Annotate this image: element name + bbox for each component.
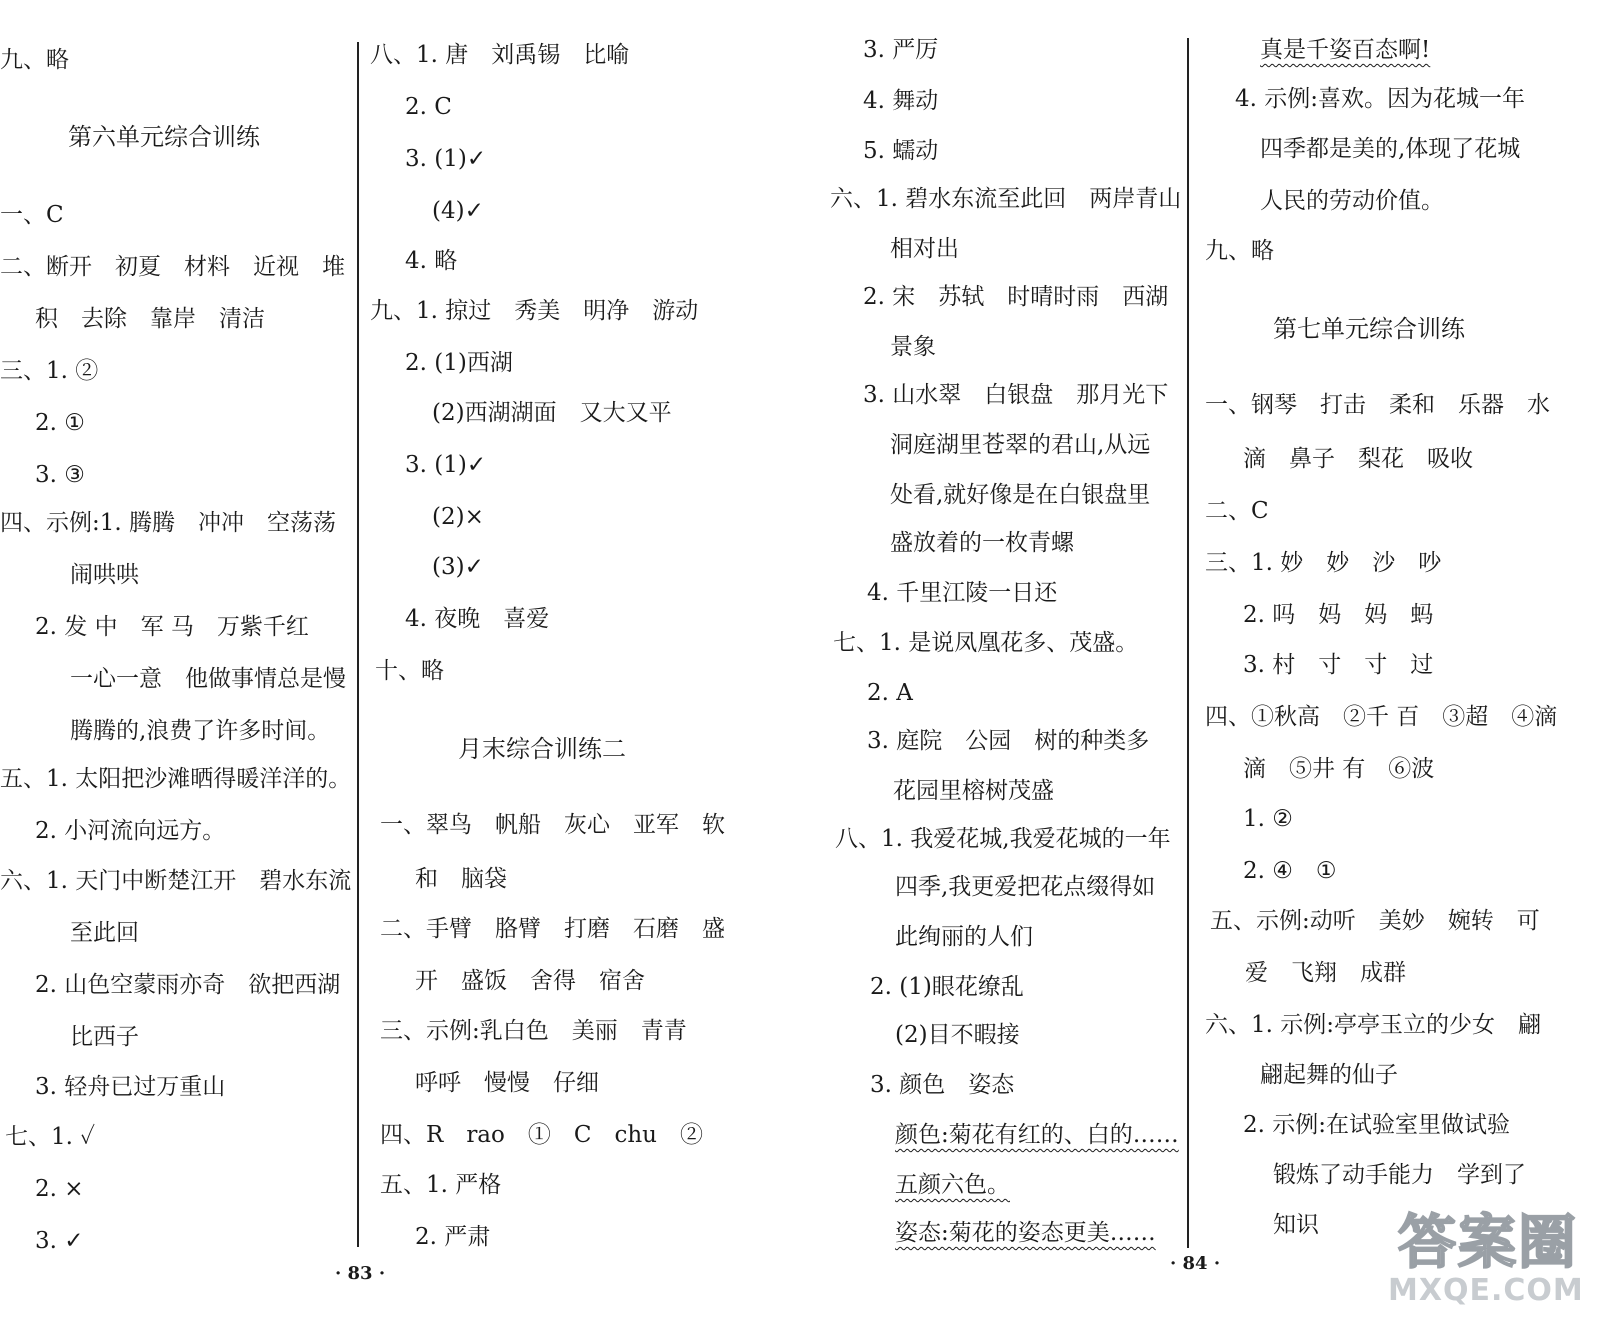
column-divider-right bbox=[1187, 38, 1189, 1248]
answer-line: 开 盛饭 舍得 宿舍 bbox=[415, 968, 645, 994]
answer-line: 4. 略 bbox=[405, 248, 458, 274]
answer-line: 4. 示例:喜欢。因为花城一年 bbox=[1235, 86, 1526, 112]
answer-line: 景象 bbox=[890, 334, 936, 360]
column-divider-left bbox=[357, 42, 359, 1247]
section-heading: 月末综合训练二 bbox=[458, 735, 626, 763]
answer-line: 3. (1)✓ bbox=[405, 146, 487, 172]
answer-line: 2. 小河流向远方。 bbox=[35, 818, 226, 844]
answer-line: 2. 发 中 军 马 万紫千红 bbox=[35, 614, 309, 640]
answer-line: 二、C bbox=[1205, 498, 1269, 524]
answer-line: 五颜六色。 bbox=[895, 1172, 1010, 1198]
answer-line: 二、手臂 胳臂 打磨 石磨 盛 bbox=[380, 916, 725, 942]
answer-line: 2. C bbox=[405, 94, 452, 120]
answer-line: 洞庭湖里苍翠的君山,从远 bbox=[890, 432, 1151, 458]
answer-line: 姿态:菊花的姿态更美…… bbox=[895, 1220, 1156, 1246]
answer-line: 3. ③ bbox=[35, 462, 85, 488]
answer-line: 锻炼了动手能力 学到了 bbox=[1273, 1162, 1526, 1188]
answer-line: 2. 山色空蒙雨亦奇 欲把西湖 bbox=[35, 972, 341, 998]
answer-line: 2. 示例:在试验室里做试验 bbox=[1243, 1112, 1511, 1138]
answer-line: 知识 bbox=[1273, 1212, 1319, 1238]
answer-line: 一心一意 他做事情总是慢 bbox=[70, 666, 346, 692]
watermark-logo bbox=[1388, 1195, 1593, 1325]
page-number-84: · 84 · bbox=[1170, 1253, 1221, 1274]
answer-line: 七、1. ✓ bbox=[5, 1124, 96, 1150]
answer-line: 四季,我更爱把花点缀得如 bbox=[895, 874, 1156, 900]
answer-line: 九、略 bbox=[0, 47, 69, 73]
answer-line: 六、1. 示例:亭亭玉立的少女 翩 bbox=[1205, 1012, 1542, 1038]
answer-line: 3. ✓ bbox=[35, 1228, 84, 1254]
answer-line: 2. A bbox=[867, 680, 913, 706]
answer-line: 呼呼 慢慢 仔细 bbox=[415, 1070, 599, 1096]
answer-line: 3. 轻舟已过万重山 bbox=[35, 1074, 226, 1100]
answer-line: 三、1. 妙 妙 沙 吵 bbox=[1205, 550, 1442, 576]
answer-line: 八、1. 我爱花城,我爱花城的一年 bbox=[835, 826, 1171, 852]
answer-line: 和 脑袋 bbox=[415, 866, 507, 892]
answer-line: 滴 鼻子 梨花 吸收 bbox=[1243, 446, 1473, 472]
answer-line: 2. (1)眼花缭乱 bbox=[870, 974, 1024, 1000]
answer-line: 真是千姿百态啊! bbox=[1260, 37, 1431, 63]
section-heading: 第七单元综合训练 bbox=[1273, 315, 1465, 343]
answer-line: 四季都是美的,体现了花城 bbox=[1260, 136, 1521, 162]
answer-line: 此绚丽的人们 bbox=[895, 924, 1033, 950]
answer-line: 积 去除 靠岸 清洁 bbox=[35, 306, 265, 332]
answer-line: 腾腾的,浪费了许多时间。 bbox=[70, 718, 331, 744]
answer-line: 比西子 bbox=[70, 1024, 139, 1050]
page-number-83: · 83 · bbox=[335, 1263, 386, 1284]
answer-line: 3. 严厉 bbox=[863, 37, 939, 63]
answer-line: 一、C bbox=[0, 202, 64, 228]
answer-line: 盛放着的一枚青螺 bbox=[890, 530, 1074, 556]
answer-line: 七、1. 是说凤凰花多、茂盛。 bbox=[833, 630, 1139, 656]
answer-line: 1. ② bbox=[1243, 806, 1293, 832]
answer-line: 十、略 bbox=[375, 658, 444, 684]
answer-line: 四、①秋高 ②千 百 ③超 ④滴 bbox=[1205, 704, 1558, 730]
answer-line: 2. 宋 苏轼 时晴时雨 西湖 bbox=[863, 284, 1169, 310]
answer-line: (4)✓ bbox=[432, 198, 484, 224]
answer-line: 翩起舞的仙子 bbox=[1260, 1062, 1398, 1088]
answer-line: 3. 山水翠 白银盘 那月光下 bbox=[863, 382, 1169, 408]
answer-line: 至此回 bbox=[70, 920, 139, 946]
watermark-url: MXQE.COM bbox=[1388, 1273, 1584, 1308]
answer-line: 九、1. 掠过 秀美 明净 游动 bbox=[370, 298, 699, 324]
answer-line: 九、略 bbox=[1205, 238, 1274, 264]
answer-line: 4. 舞动 bbox=[863, 88, 939, 114]
answer-line: 3. 村 寸 寸 过 bbox=[1243, 652, 1434, 678]
answer-line: 五、示例:动听 美妙 婉转 可 bbox=[1210, 908, 1540, 934]
answer-line: 2. × bbox=[35, 1176, 84, 1202]
answer-line: 3. (1)✓ bbox=[405, 452, 487, 478]
answer-line: 2. ① bbox=[35, 410, 85, 436]
answer-line: 四、示例:1. 腾腾 冲冲 空荡荡 bbox=[0, 510, 337, 536]
answer-line: 4. 千里江陵一日还 bbox=[867, 580, 1058, 606]
answer-line: 3. 庭院 公园 树的种类多 bbox=[867, 728, 1150, 754]
answer-line: 滴 ⑤井 有 ⑥波 bbox=[1243, 756, 1435, 782]
answer-line: (2)× bbox=[432, 504, 484, 530]
answer-line: 八、1. 唐 刘禹锡 比喻 bbox=[370, 42, 630, 68]
answer-line: 四、R rao ① C chu ② bbox=[380, 1122, 703, 1148]
answer-line: 五、1. 太阳把沙滩晒得暖洋洋的。 bbox=[0, 766, 352, 792]
answer-line: 六、1. 天门中断楚江开 碧水东流 bbox=[0, 868, 352, 894]
answer-line: 2. ④ ① bbox=[1243, 858, 1337, 884]
answer-line: 闹哄哄 bbox=[70, 562, 139, 588]
answer-line: 2. (1)西湖 bbox=[405, 350, 513, 376]
answer-line: 处看,就好像是在白银盘里 bbox=[890, 482, 1151, 508]
answer-line: 五、1. 严格 bbox=[380, 1172, 502, 1198]
answer-line: 相对出 bbox=[890, 236, 959, 262]
watermark-logo-text: 答案圈 bbox=[1398, 1208, 1579, 1276]
answer-line: 人民的劳动价值。 bbox=[1260, 188, 1444, 214]
answer-line: 三、示例:乳白色 美丽 青青 bbox=[380, 1018, 687, 1044]
answer-line: (3)✓ bbox=[432, 554, 484, 580]
answer-line: 爱 飞翔 成群 bbox=[1245, 960, 1406, 986]
answer-line: 2. 吗 妈 妈 蚂 bbox=[1243, 602, 1434, 628]
answer-line: 颜色:菊花有红的、白的…… bbox=[895, 1122, 1179, 1148]
answer-line: 4. 夜晚 喜爱 bbox=[405, 606, 550, 632]
answer-line: 一、翠鸟 帆船 灰心 亚军 软 bbox=[380, 812, 725, 838]
section-heading: 第六单元综合训练 bbox=[68, 123, 260, 151]
answer-line: (2)目不暇接 bbox=[895, 1022, 1020, 1048]
answer-line: (2)西湖湖面 又大又平 bbox=[432, 400, 672, 426]
answer-line: 2. 严肃 bbox=[415, 1224, 491, 1250]
answer-line: 3. 颜色 姿态 bbox=[870, 1072, 1015, 1098]
answer-line: 5. 蠕动 bbox=[863, 138, 939, 164]
answer-line: 花园里榕树茂盛 bbox=[893, 778, 1054, 804]
answer-line: 一、钢琴 打击 柔和 乐器 水 bbox=[1205, 392, 1550, 418]
answer-line: 三、1. ② bbox=[0, 358, 99, 384]
answer-line: 六、1. 碧水东流至此回 两岸青山 bbox=[830, 186, 1182, 212]
answer-line: 二、断开 初夏 材料 近视 堆 bbox=[0, 254, 345, 280]
